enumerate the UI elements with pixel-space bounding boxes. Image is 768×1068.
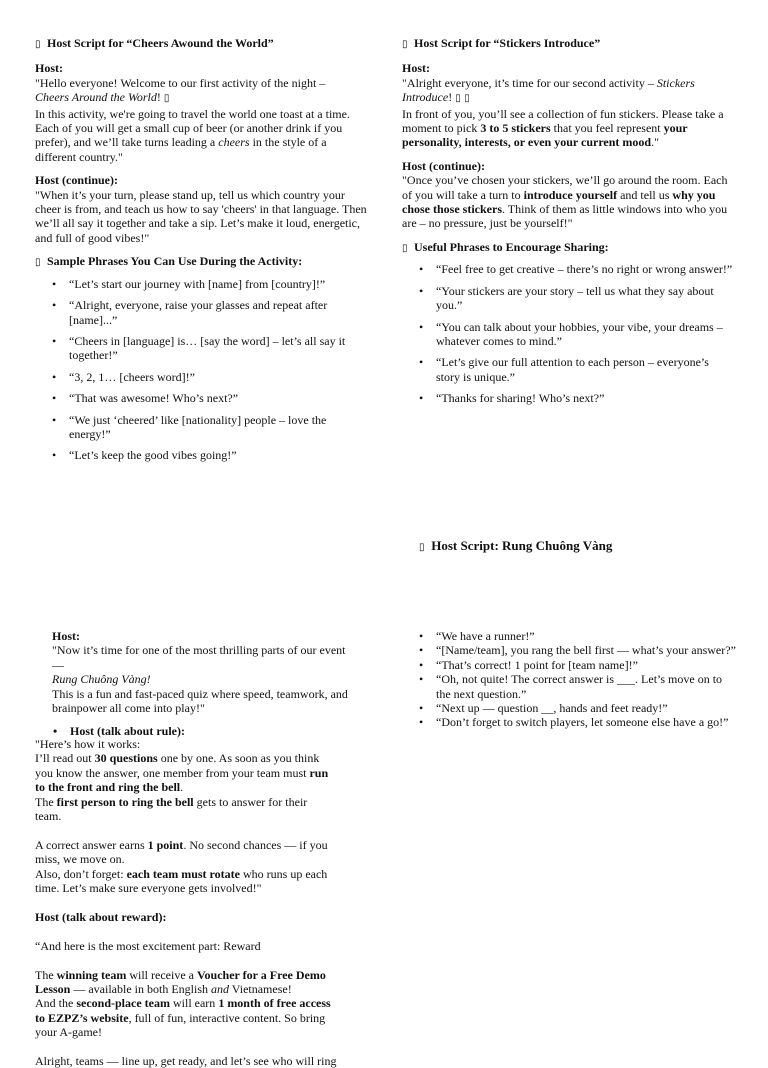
cheers-phrase-list [35,277,368,463]
stickers-continue-label: Host (continue): [402,158,485,173]
rung-phrases-block [402,623,737,730]
cheers-continue-text: "When it’s your turn, please stand up, tell us which country your cheer is from, and teach us how to say 'cheers' in that language. Then we’ll all say it together and take a sip. Let’s make it loud, energetic, and full of good vibes!" [35,187,367,245]
list-item: • “You can talk about your hobbies, your vibe, your dreams – whatever comes to mind.” [436,320,734,349]
list-item: • “Cheers in [language] is… [say the word] – let’s all say it together!” [69,334,368,363]
rung-reward-line-2: And the second-place team will earn 1 month of free access to EZPZ’s website, full of fun, interactive content. So bring your A-game! [35,996,331,1040]
list-item: • “We just ‘cheered’ like [nationality] people – love the energy!” [69,413,368,442]
cheers-continue-label: Host (continue): [35,173,118,188]
stickers-host-label: Host: [402,61,430,76]
placeholder-glyph-icon: ▯ [35,257,41,269]
cheers-host-intro: "Hello everyone! Welcome to our first activity of the night – Cheers Around the World! ▯ [35,76,368,107]
cheers-host-label: Host: [35,61,63,76]
rung-reward-close: Alright, teams — line up, get ready, and let’s see who will ring [35,1053,337,1068]
rung-host-intro-desc: This is a fun and fast-paced quiz where speed, teamwork, and brainpower all come into play!" [52,686,348,716]
rung-host-block [52,629,352,746]
cheers-phrases-title: ▯ Sample Phrases You Can Use During the Activity: [35,254,368,270]
stickers-section [402,36,734,413]
cheers-section [35,36,368,470]
rung-host-intro-name: Rung Chuông Vàng! [52,672,151,687]
list-item: • “Alright, everyone, raise your glasses and repeat after [name]...” [69,298,368,327]
list-item: • “3, 2, 1… [cheers word]!” [69,370,368,384]
rung-rule-label: • Host (talk about rule): [70,724,352,738]
stickers-title: ▯ Host Script for “Stickers Introduce” [402,36,734,52]
list-item: • “Next up — question __, hands and feet ready!” [436,701,737,715]
rung-phrase-list [402,629,737,730]
list-item: • “[Name/team], you rang the bell first — what’s your answer?” [436,643,737,657]
stickers-continue-text: "Once you’ve chosen your stickers, we’ll go around the room. Each of you will take a turn to introduce yourself and tell us why you chose those stickers. Think of them as little windows into who you are – no pressure, just be yourself!" [402,173,728,231]
list-item: • “We have a runner!” [436,629,737,643]
list-item: • “That was awesome! Who’s next?” [69,391,368,405]
list-item: • “Feel free to get creative – there’s no right or wrong answer!” [436,262,734,276]
rung-rule-line-2: The first person to ring the bell gets to answer for their team. [35,794,308,824]
stickers-phrase-list [402,262,734,405]
rung-reward-label: Host (talk about reward): [35,909,167,924]
list-item: • “Your stickers are your story – tell us what they say about you.” [436,284,734,313]
cheers-host-desc: In this activity, we're going to travel the world one toast at a time. Each of you will get a small cup of beer (or another drink if you prefer), and we’ll take turns leading a cheers in the style of a different country." [35,106,350,164]
placeholder-glyph-icon: ▯ [402,39,408,50]
stickers-host-intro: "Alright everyone, it’s time for our second activity – Stickers Introduce! ▯ ▯ [402,76,734,107]
list-item: • “Let’s give our full attention to each person – everyone’s story is unique.” [436,355,734,384]
rung-rule-block [35,737,335,1068]
list-item: • “Let’s keep the good vibes going!” [69,448,368,462]
list-item: • “Don’t forget to switch players, let someone else have a go!” [436,715,737,729]
rung-host-label: Host: [52,629,80,643]
placeholder-glyph-icon: ▯ [419,542,425,553]
rung-title: ▯ Host Script: Rung Chuông Vàng [419,539,739,555]
placeholder-glyph-icon: ▯ [402,242,408,254]
list-item: • “That’s correct! 1 point for [team name]!” [436,658,737,672]
rung-rule-open: "Here’s how it works: [35,737,141,751]
rung-rule-line-1: I’ll read out 30 questions one by one. As soon as you think you know the answer, one member from your team must run to the front and ring the bell. [35,751,329,795]
placeholder-glyph-icon: ▯ [464,93,470,105]
placeholder-glyph-icon: ▯ [163,93,170,105]
rung-reward-open: “And here is the most excitement part: Reward [35,938,261,953]
stickers-phrases-title: ▯ Useful Phrases to Encourage Sharing: [402,240,734,256]
placeholder-glyph-icon: ▯ [35,39,41,50]
rung-reward-line-1: The winning team will receive a Voucher for a Free Demo Lesson — available in both English and Vietnamese! [35,967,326,996]
stickers-host-desc: In front of you, you’ll see a collection of fun stickers. Please take a moment to pick 3 to 5 stickers that you feel represent your personality, interests, or even your current mood." [402,106,724,150]
list-item: • “Thanks for sharing! Who’s next?” [436,391,734,405]
rung-host-intro: "Now it’s time for one of the most thrilling parts of our event — [52,643,346,672]
placeholder-glyph-icon: ▯ [455,93,461,105]
rung-rule-line-4: Also, don’t forget: each team must rotate who runs up each time. Let’s make sure everyone gets involved!" [35,866,328,896]
cheers-title: ▯ Host Script for “Cheers Awound the World” [35,36,368,52]
list-item: • “Oh, not quite! The correct answer is ___. Let’s move on to the next question.” [436,672,737,701]
rung-rule-line-3: A correct answer earns 1 point. No second chances — if you miss, we move on. [35,837,328,867]
list-item: • “Let’s start our journey with [name] from [country]!” [69,277,368,291]
